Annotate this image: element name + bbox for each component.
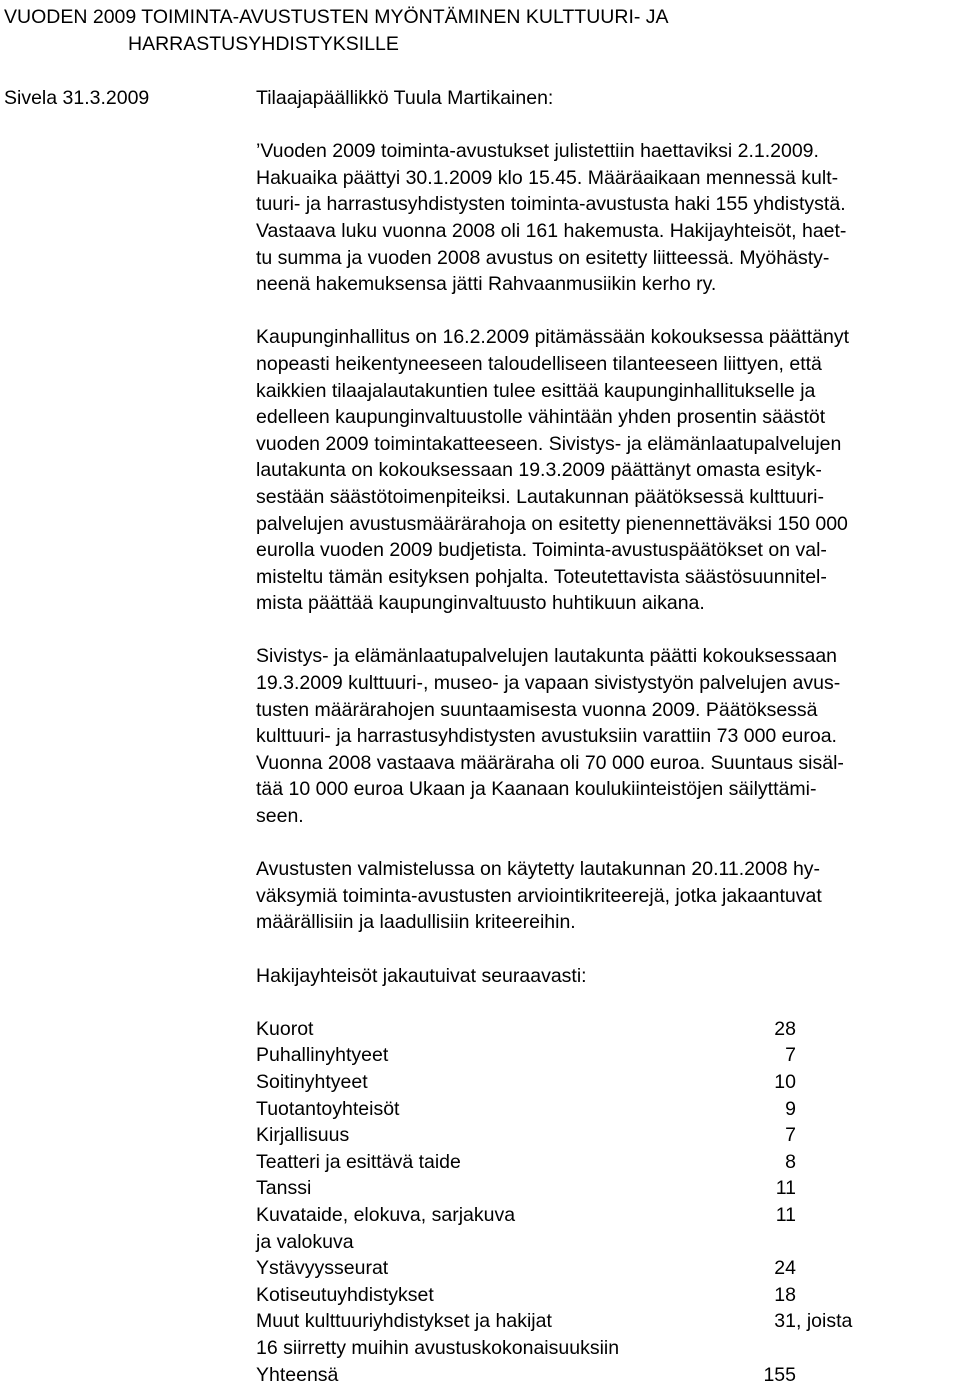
category-label: Soitinyhtyeet	[256, 1069, 756, 1096]
heading-line-2: HARRASTUSYHDISTYKSILLE	[4, 31, 944, 58]
category-label: Tuotantoyhteisöt	[256, 1096, 756, 1123]
category-count: 18	[756, 1282, 796, 1309]
paragraph	[256, 138, 956, 298]
distribution-row	[256, 1016, 956, 1043]
paragraph-line: palvelujen avustusmäärärahoja on esitetty pienennettäväksi 150 000	[256, 511, 956, 538]
category-count: 8	[756, 1149, 796, 1176]
category-count: 155	[756, 1362, 796, 1388]
category-count: 7	[756, 1042, 796, 1069]
distribution-row	[256, 1149, 956, 1176]
paragraph-line: Sivistys- ja elämänlaatupalvelujen lautakunta päätti kokouksessaan	[256, 643, 956, 670]
distribution-row	[256, 1042, 956, 1069]
paragraph-line: misteltu tämän esityksen pohjalta. Toteutettavista säästösuunnitel-	[256, 564, 956, 591]
category-count: 11	[756, 1202, 796, 1229]
category-count: 10	[756, 1069, 796, 1096]
distribution-row	[256, 1255, 956, 1282]
category-label: Ystävyysseurat	[256, 1255, 756, 1282]
paragraph	[256, 963, 956, 990]
paragraph-line: edelleen kaupunginvaltuustolle vähintään yhden prosentin säästöt	[256, 404, 956, 431]
distribution-row	[256, 1229, 956, 1256]
category-count: 24	[756, 1255, 796, 1282]
spacer	[256, 617, 956, 644]
presenter: Tilaajapäällikkö Tuula Martikainen:	[256, 85, 956, 112]
spacer	[256, 989, 956, 1016]
count-suffix: , joista	[796, 1308, 852, 1335]
document-body	[256, 85, 956, 1388]
category-label: Kuorot	[256, 1016, 756, 1043]
paragraph-line: nopeasti heikentyneeseen taloudelliseen tilanteeseen liittyen, että	[256, 351, 956, 378]
paragraph	[256, 856, 956, 936]
category-label: Puhallinyhtyeet	[256, 1042, 756, 1069]
paragraphs	[256, 138, 956, 989]
paragraph-line: väksymiä toiminta-avustusten arviointikriteerejä, jotka jakaantuvat	[256, 883, 956, 910]
paragraph-line: mista päättää kaupunginvaltuusto huhtikuun aikana.	[256, 590, 956, 617]
paragraph-line: Hakijayhteisöt jakautuivat seuraavasti:	[256, 963, 956, 990]
distribution-table	[256, 1016, 956, 1388]
paragraph-line: neenä hakemuksensa jätti Rahvaanmusiikin kerho ry.	[256, 271, 956, 298]
spacer	[256, 298, 956, 325]
distribution-row	[256, 1202, 956, 1229]
spacer	[256, 112, 956, 139]
spacer	[256, 936, 956, 963]
paragraph-line: tuuri- ja harrastusyhdistysten toiminta-avustusta haki 155 yhdistystä.	[256, 191, 956, 218]
spacer	[256, 830, 956, 857]
paragraph-line: kaikkien tilaajalautakuntien tulee esittää kaupunginhallitukselle ja	[256, 378, 956, 405]
paragraph-line: määrällisiin ja laadullisiin kriteereihin.	[256, 909, 956, 936]
category-label: Tanssi	[256, 1175, 756, 1202]
distribution-row	[256, 1069, 956, 1096]
meeting-date: Sivela 31.3.2009	[4, 85, 149, 112]
distribution-row	[256, 1175, 956, 1202]
paragraph-line: 19.3.2009 kulttuuri-, museo- ja vapaan sivistystyön palvelujen avus-	[256, 670, 956, 697]
document-heading	[4, 4, 944, 58]
paragraph-line: tää 10 000 euroa Ukaan ja Kaanaan koulukiinteistöjen säilyttämi-	[256, 776, 956, 803]
distribution-row	[256, 1282, 956, 1309]
category-label: Kuvataide, elokuva, sarjakuva	[256, 1202, 756, 1229]
paragraph-line: lautakunta on kokouksessaan 19.3.2009 päättänyt omasta esityk-	[256, 457, 956, 484]
paragraph-line: sestään säästötoimenpiteiksi. Lautakunnan päätöksessä kulttuuri-	[256, 484, 956, 511]
distribution-row	[256, 1335, 956, 1362]
paragraph-line: kulttuuri- ja harrastusyhdistysten avustuksiin varattiin 73 000 euroa.	[256, 723, 956, 750]
distribution-row	[256, 1362, 956, 1388]
category-count	[756, 1229, 796, 1256]
category-label: Yhteensä	[256, 1362, 756, 1388]
paragraph-line: Hakuaika päättyi 30.1.2009 klo 15.45. Määräaikaan mennessä kult-	[256, 165, 956, 192]
paragraph-line: tusten määrärahojen suuntaamisesta vuonna 2009. Päätöksessä	[256, 697, 956, 724]
category-count	[756, 1335, 796, 1362]
paragraph-line: Kaupunginhallitus on 16.2.2009 pitämässään kokouksessa päättänyt	[256, 324, 956, 351]
distribution-row	[256, 1122, 956, 1149]
paragraph-line: eurolla vuoden 2009 budjetista. Toiminta-avustuspäätökset on val-	[256, 537, 956, 564]
paragraph-line: Vuonna 2008 vastaava määräraha oli 70 000 euroa. Suuntaus sisäl-	[256, 750, 956, 777]
paragraph	[256, 324, 956, 617]
paragraph-line: tu summa ja vuoden 2008 avustus on esitetty liitteessä. Myöhästy-	[256, 245, 956, 272]
paragraph-line: Avustusten valmistelussa on käytetty lautakunnan 20.11.2008 hy-	[256, 856, 956, 883]
paragraph	[256, 643, 956, 829]
category-count: 7	[756, 1122, 796, 1149]
paragraph-line: Vastaava luku vuonna 2008 oli 161 hakemusta. Hakijayhteisöt, haet-	[256, 218, 956, 245]
paragraph-line: vuoden 2009 toimintakatteeseen. Sivistys- ja elämänlaatupalvelujen	[256, 431, 956, 458]
category-label: 16 siirretty muihin avustuskokonaisuuksiin	[256, 1335, 756, 1362]
category-label: Kirjallisuus	[256, 1122, 756, 1149]
category-count: 28	[756, 1016, 796, 1043]
category-count: 11	[756, 1175, 796, 1202]
paragraph-line: ’Vuoden 2009 toiminta-avustukset julistettiin haettaviksi 2.1.2009.	[256, 138, 956, 165]
category-label: Teatteri ja esittävä taide	[256, 1149, 756, 1176]
heading-line-1: VUODEN 2009 TOIMINTA-AVUSTUSTEN MYÖNTÄMINEN KULTTUURI- JA	[4, 4, 944, 31]
category-label: Muut kulttuuriyhdistykset ja hakijat	[256, 1308, 756, 1335]
category-count: 9	[756, 1096, 796, 1123]
category-label: ja valokuva	[256, 1229, 756, 1256]
category-label: Kotiseutuyhdistykset	[256, 1282, 756, 1309]
category-count: 31	[756, 1308, 796, 1335]
distribution-row	[256, 1308, 956, 1335]
distribution-row	[256, 1096, 956, 1123]
paragraph-line: seen.	[256, 803, 956, 830]
